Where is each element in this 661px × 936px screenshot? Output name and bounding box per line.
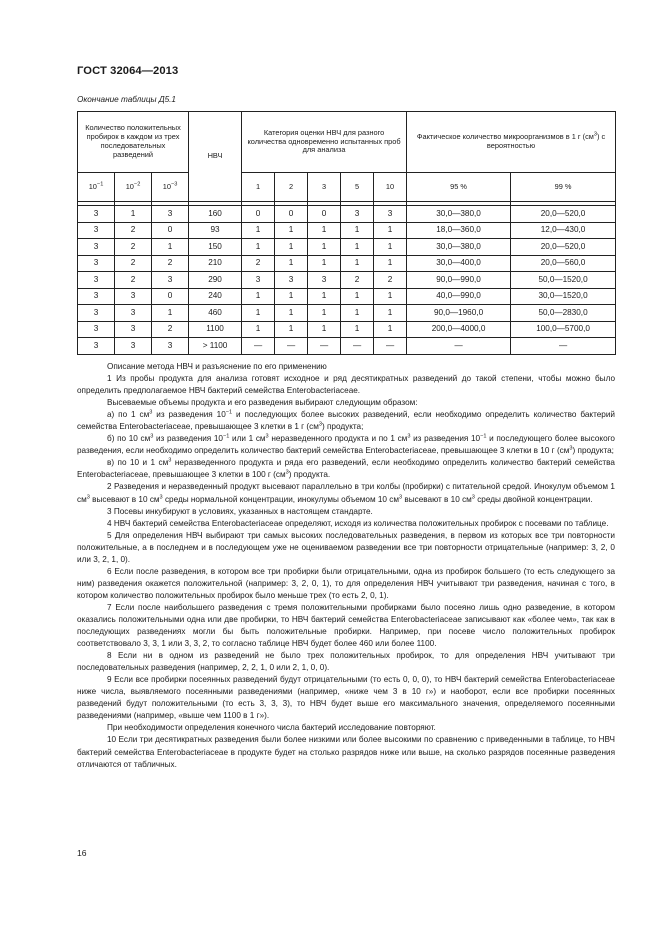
header-category-10: 10 <box>374 173 407 202</box>
paragraph-1: 1 Из пробы продукта для анализа готовят исходное и ряд десятикратных разведений до такой степени, чтобы можно было определить предполагаемое НВЧ бактерий семейства Enterobacteriaceae. <box>77 374 615 396</box>
table-cell: 200,0—4000,0 <box>407 321 511 338</box>
table-cell: 1 <box>341 321 374 338</box>
table-cell: 30,0—400,0 <box>407 255 511 272</box>
table-cell: 1 <box>308 305 341 322</box>
table-cell: 2 <box>115 255 152 272</box>
paragraph-3: 2 Разведения и неразведенный продукт высевают параллельно в три колбы (пробирки) с питательной средой. Инокулум объемом 1 $см^3$ высевают в 10 $см^3$ среды нормальной концентрации, инокулумы объемом 10 $см^3$ высевают в 10 $см^3$ среды двойной концентрации. <box>77 482 615 504</box>
table-cell: 240 <box>189 288 242 305</box>
table-cell: 93 <box>189 222 242 239</box>
table-cell: 1 <box>308 321 341 338</box>
mpn-table <box>77 111 616 355</box>
table-cell: 3 <box>242 272 275 289</box>
table-row <box>78 305 616 322</box>
table-cell: 1 <box>341 288 374 305</box>
table-cell: 1 <box>152 239 189 256</box>
table-cell: 2 <box>341 272 374 289</box>
table-cell: 1 <box>275 288 308 305</box>
header-prob-99: 99 % <box>511 173 616 202</box>
table-cell: 1 <box>308 288 341 305</box>
table-cell: 0 <box>152 222 189 239</box>
table-cell: 3 <box>115 288 152 305</box>
method-description <box>77 361 615 771</box>
table-cell: 12,0—430,0 <box>511 222 616 239</box>
header-category-3: 3 <box>308 173 341 202</box>
table-cell: 50,0—1520,0 <box>511 272 616 289</box>
table-cell: 1 <box>242 288 275 305</box>
table-cell: 30,0—1520,0 <box>511 288 616 305</box>
header-mpn: НВЧ <box>189 112 242 202</box>
table-cell: 18,0—360,0 <box>407 222 511 239</box>
paragraph-2: Высеваемые объемы продукта и его разведения выбирают следующим образом: <box>107 398 418 408</box>
table-cell: 0 <box>152 288 189 305</box>
table-cell: 3 <box>78 321 115 338</box>
table-cell: 1 <box>374 239 407 256</box>
table-cell: 50,0—2830,0 <box>511 305 616 322</box>
table-cell: 2 <box>115 272 152 289</box>
table-cell: 100,0—5700,0 <box>511 321 616 338</box>
table-cell: 90,0—990,0 <box>407 272 511 289</box>
paragraph-6: 5 Для определения НВЧ выбирают три самых высоких последовательных разведения, в первом из которых все три повторности положительные, а в последнем и в последующем уже не оцениваемом разведении все три повторности отрицательные (например: 3, 2, 0 или 3, 2, 1, 0). <box>77 530 615 564</box>
table-cell: 150 <box>189 239 242 256</box>
table-cell: — <box>374 338 407 355</box>
table-cell: — <box>341 338 374 355</box>
table-cell: 1 <box>242 321 275 338</box>
header-dilution-1: $10^{-1}$ <box>78 173 115 202</box>
table-cell: 0 <box>308 206 341 223</box>
table-cell: 3 <box>152 272 189 289</box>
table-cell: 20,0—520,0 <box>511 239 616 256</box>
table-cell: 2 <box>374 272 407 289</box>
paragraph-8: 7 Если после наибольшего разведения с тремя положительными пробирками было посеяно лишь одно разведение, в котором оказались положительными одна или две пробирки, то НВЧ бактерий семейства Enterobacteriaceae записывают как «более чем», так как в последующих разведениях могли бы быть положительные пробирки. Например, при посеве число положительных пробирок соответствовало 3, 3, 1 или 3, 3, 2, то согласно таблице НВЧ будет более 460 или более 1100. <box>77 602 615 649</box>
header-prob-95: 95 % <box>407 173 511 202</box>
table-cell: 90,0—1960,0 <box>407 305 511 322</box>
table-cell: 3 <box>152 338 189 355</box>
header-dilution-2: $10^{-2}$ <box>115 173 152 202</box>
page-number: 16 <box>77 848 87 858</box>
table-cell: — <box>308 338 341 355</box>
table-cell: 3 <box>115 338 152 355</box>
table-cell: 0 <box>275 206 308 223</box>
table-cell: 2 <box>242 255 275 272</box>
table-row <box>78 272 616 289</box>
table-cell: 1 <box>374 321 407 338</box>
table-cell: 3 <box>78 288 115 305</box>
paragraph-4: 3 Посевы инкубируют в условиях, указанных в настоящем стандарте. <box>107 506 373 516</box>
paragraph-9: 8 Если ни в одном из разведений не было трех положительных пробирок, то для определения НВЧ учитывают три последовательных разведения (например, 2, 2, 1, 0 или 2, 1, 0, 0). <box>77 651 615 673</box>
table-cell: 210 <box>189 255 242 272</box>
table-row <box>78 288 616 305</box>
table-cell: — <box>275 338 308 355</box>
table-cell: 3 <box>78 239 115 256</box>
table-cell: 1100 <box>189 321 242 338</box>
header-dilution-3: $10^{-3}$ <box>152 173 189 202</box>
table-cell: 1 <box>341 239 374 256</box>
table-cell: 1 <box>275 321 308 338</box>
table-row <box>78 222 616 239</box>
paragraph-c: в) по 10 и 1 $см^3$ неразведенного продукта и ряда его разведений, если необходимо определить количество бактерий семейства Enterobacteriaceae, превышающее 3 клетки в 100 г $(см^3)$ продукта. <box>77 457 615 480</box>
table-cell: 1 <box>242 239 275 256</box>
table-cell: 3 <box>374 206 407 223</box>
header-actual-count: Фактическое количество микроорганизмов в 1 г $(см^3)$ с вероятностью <box>407 112 616 173</box>
table-cell: 3 <box>78 305 115 322</box>
table-cell: 3 <box>78 272 115 289</box>
table-cell: 1 <box>374 305 407 322</box>
table-cell: — <box>407 338 511 355</box>
table-cell: 3 <box>115 321 152 338</box>
table-cell: 1 <box>242 305 275 322</box>
table-cell: 3 <box>78 255 115 272</box>
paragraph-7: 6 Если после разведения, в котором все три пробирки были отрицательными, одна из пробирок большего (то есть следующего за ним) разведения окажется положительной (например: 3, 2, 0, 1), то для определения НВЧ учитывают три разведения, начиная с того, в котором количество положительных пробирок было меньше трех (то есть 2, 0, 1). <box>77 566 615 600</box>
table-cell: 1 <box>341 222 374 239</box>
table-cell: 3 <box>275 272 308 289</box>
paragraph-12: 10 Если три десятикратных разведения были более низкими или более высокими по сравнению с приведенными в таблице, то НВЧ бактерий семейства Enterobacteriaceae в продукте будет на столько разрядов ниже или выше, на сколько разрядов посеянные разведения отличаются от табличных. <box>77 735 615 769</box>
table-cell: 1 <box>275 239 308 256</box>
table-cell: 460 <box>189 305 242 322</box>
paragraph-a: а) по 1 $см^3$ из разведения $10^{-1}$ и последующих более высоких разведений, если необходимо определить количество бактерий семейства Enterobacteriaceae, превышающее 3 клетки в 1 г $(см^3)$ продукта; <box>77 409 615 432</box>
table-cell: 1 <box>275 255 308 272</box>
table-cell: 1 <box>374 255 407 272</box>
table-cell: 3 <box>341 206 374 223</box>
table-cell: 0 <box>242 206 275 223</box>
table-cell: 1 <box>341 305 374 322</box>
table-cell: 1 <box>275 222 308 239</box>
table-cell: 1 <box>308 222 341 239</box>
paragraph-5: 4 НВЧ бактерий семейства Enterobacteriaceae определяют, исходя из количества положительных пробирок с посевами по таблице. <box>107 518 609 528</box>
paragraph-heading: Описание метода НВЧ и разъяснение по его применению <box>107 362 327 371</box>
header-category-1: 1 <box>242 173 275 202</box>
table-cell: 160 <box>189 206 242 223</box>
table-cell: 2 <box>115 222 152 239</box>
table-cell: 1 <box>374 288 407 305</box>
table-cell: 3 <box>78 338 115 355</box>
table-cell: 2 <box>152 255 189 272</box>
table-body <box>78 202 616 355</box>
table-cell: 3 <box>308 272 341 289</box>
header-positive-tubes: Количество положительных пробирок в каждом из трех последовательных разведений <box>78 112 189 173</box>
table-cell: 40,0—990,0 <box>407 288 511 305</box>
header-category-2: 2 <box>275 173 308 202</box>
table-cell: 3 <box>152 206 189 223</box>
table-cell: 1 <box>115 206 152 223</box>
table-cell: 30,0—380,0 <box>407 206 511 223</box>
table-row <box>78 255 616 272</box>
table-cell: 20,0—560,0 <box>511 255 616 272</box>
table-cell: — <box>511 338 616 355</box>
table-cell: — <box>242 338 275 355</box>
paragraph-b: б) по 10 $см^3$ из разведения $10^{-1}$ или 1 $см^3$ неразведенного продукта и по 1 $см^3$ из разведения $10^{-1}$ и последующего более высокого разведения, если необходимо определить количество бактерий семейства Enterobacteriaceae, превышающее 3 клетки в 10 г $(см^3)$ продукта; <box>77 433 615 456</box>
table-cell: 1 <box>242 222 275 239</box>
table-caption: Окончание таблицы Д5.1 <box>77 95 176 104</box>
table-row <box>78 321 616 338</box>
header-category-5: 5 <box>341 173 374 202</box>
paragraph-10: 9 Если все пробирки посеянных разведений будут отрицательными (то есть 0, 0, 0), то НВЧ бактерий семейства Enterobacteriaceae ниже числа, выявляемого посеянными разведениями (например, «ниже чем 3 в 10 г») и наоборот, если все пробирки посеянных разведений будут положительными (то есть 3, 3, 3), то НВЧ будет выше его максимального значения, определяемого посеянными разведениями (например, «выше чем 1100 в 1 г»). <box>77 675 615 721</box>
table-cell: 1 <box>374 222 407 239</box>
table-cell: 290 <box>189 272 242 289</box>
paragraph-11: При необходимости определения конечного числа бактерий исследование повторяют. <box>107 723 436 733</box>
table-cell: 1 <box>341 255 374 272</box>
table-cell: > 1100 <box>189 338 242 355</box>
table-cell: 2 <box>152 321 189 338</box>
table-cell: 20,0—520,0 <box>511 206 616 223</box>
table-row <box>78 206 616 223</box>
table-cell: 3 <box>78 206 115 223</box>
table-row <box>78 338 616 355</box>
table-cell: 1 <box>308 239 341 256</box>
table-row <box>78 239 616 256</box>
table-cell: 3 <box>115 305 152 322</box>
table-cell: 1 <box>275 305 308 322</box>
table-cell: 30,0—380,0 <box>407 239 511 256</box>
table-cell: 1 <box>308 255 341 272</box>
table-cell: 1 <box>152 305 189 322</box>
header-category: Категория оценки НВЧ для разного количества одновременно испытанных проб для анализа <box>242 112 407 173</box>
table-cell: 3 <box>78 222 115 239</box>
standard-code: ГОСТ 32064—2013 <box>77 65 179 77</box>
table-cell: 2 <box>115 239 152 256</box>
